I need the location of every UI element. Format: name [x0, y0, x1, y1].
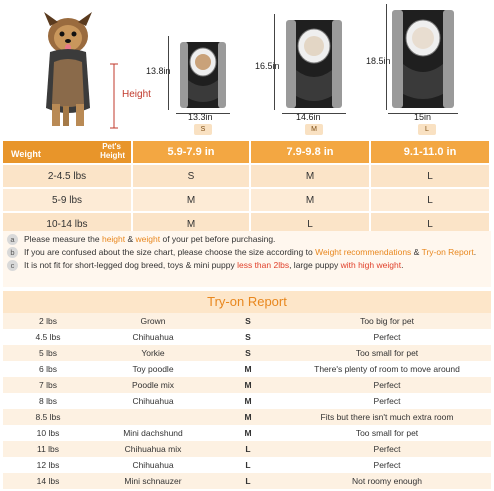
size-chart [3, 141, 491, 237]
size-m-width: 14.6in [296, 112, 321, 122]
report-note: Too small for pet [355, 428, 419, 438]
note-marker: c [7, 260, 18, 271]
size-l-height: 18.5in [366, 56, 391, 66]
size-cell: M [133, 189, 251, 213]
table-row [3, 425, 491, 441]
report-weight: 2 lbs [39, 316, 57, 326]
table-row [3, 189, 491, 213]
table-row [3, 361, 491, 377]
size-chart-header [3, 141, 491, 165]
report-breed: Mini schnauzer [124, 476, 182, 486]
table-row [3, 165, 491, 189]
report-size: M [244, 412, 252, 422]
report-weight: 8 lbs [39, 396, 57, 406]
note-marker: b [7, 247, 18, 258]
report-note: Not roomy enough [352, 476, 422, 486]
report-size: L [245, 476, 251, 486]
sizing-notes [3, 231, 491, 287]
backpack-s-image [176, 36, 230, 110]
report-size: S [245, 332, 251, 342]
table-row [3, 377, 491, 393]
note-a [7, 234, 487, 245]
corner-height-label-2: Height [100, 151, 125, 160]
weight-cell: 10-14 lbs [3, 213, 133, 237]
report-weight: 4.5 lbs [35, 332, 61, 342]
size-l-badge: L [418, 124, 436, 135]
report-breed: Yorkie [141, 348, 165, 358]
note-text: If you are confused about the size chart, please choose the size according to Weight recommendations & Try-on Report. [24, 247, 477, 257]
report-breed: Grown [140, 316, 166, 326]
report-weight: 10 lbs [36, 428, 60, 438]
report-weight: 14 lbs [36, 476, 60, 486]
corner-height-label-1: Pet's [102, 142, 121, 151]
report-size: M [244, 396, 252, 406]
table-row [3, 313, 491, 329]
height-column-header: 5.9-7.9 in [133, 141, 251, 165]
height-column-header: 7.9-9.8 in [251, 141, 371, 165]
report-weight: 8.5 lbs [35, 412, 61, 422]
size-s-width: 13.3in [188, 112, 213, 122]
size-cell: S [133, 165, 251, 189]
note-text: It is not fit for short-legged dog breed, toys & mini puppy less than 2lbs, large puppy with high weight. [24, 260, 404, 270]
note-b [7, 247, 487, 258]
size-l-width: 15in [414, 112, 432, 122]
report-size: M [244, 380, 252, 390]
height-arrow-icon [108, 62, 120, 130]
size-cell: M [133, 213, 251, 237]
report-note: Fits but there isn't much extra room [320, 412, 454, 422]
report-breed: Chihuahua [132, 332, 174, 342]
report-weight: 11 lbs [36, 444, 60, 454]
report-size: L [245, 444, 251, 454]
report-size: L [245, 460, 251, 470]
report-weight: 5 lbs [39, 348, 57, 358]
report-size: M [244, 364, 252, 374]
report-note: Perfect [373, 380, 401, 390]
size-s-badge: S [194, 124, 212, 135]
size-m-badge: M [305, 124, 323, 135]
report-breed: Mini dachshund [123, 428, 183, 438]
size-cell: L [371, 189, 491, 213]
report-note: Perfect [373, 332, 401, 342]
note-text: Please measure the height & weight of your pet before purchasing. [24, 234, 276, 244]
height-label: Height [122, 89, 151, 100]
report-note: There's plenty of room to move around [314, 364, 460, 374]
report-title: Try-on Report [3, 291, 491, 313]
report-note: Too big for pet [360, 316, 414, 326]
table-row [3, 473, 491, 489]
report-note: Perfect [373, 396, 401, 406]
table-row [3, 345, 491, 361]
size-chart-body [3, 165, 491, 237]
size-s-height: 13.8in [146, 66, 171, 76]
size-cell: M [251, 189, 371, 213]
table-row [3, 441, 491, 457]
report-size: M [244, 428, 252, 438]
report-breed: Poodle mix [131, 380, 175, 390]
report-note: Too small for pet [355, 348, 419, 358]
try-on-report-table [3, 313, 491, 489]
report-size: S [245, 348, 251, 358]
report-note: Perfect [373, 460, 401, 470]
report-breed: Toy poodle [132, 364, 174, 374]
report-weight: 6 lbs [39, 364, 57, 374]
report-breed: Chihuahua [132, 460, 174, 470]
backpack-m-image [282, 14, 346, 110]
size-cell: L [371, 165, 491, 189]
report-weight: 12 lbs [36, 460, 60, 470]
size-cell: L [371, 213, 491, 237]
weight-cell: 5-9 lbs [3, 189, 133, 213]
size-chart-corner [3, 141, 133, 165]
weight-cell: 2-4.5 lbs [3, 165, 133, 189]
height-column-header: 9.1-11.0 in [371, 141, 491, 165]
note-c [7, 260, 487, 271]
dog-illustration [32, 8, 104, 130]
table-row [3, 329, 491, 345]
note-marker: a [7, 234, 18, 245]
report-weight: 7 lbs [39, 380, 57, 390]
product-illustration [0, 0, 494, 140]
table-row [3, 457, 491, 473]
report-breed: Chihuahua [132, 396, 174, 406]
report-size: S [245, 316, 251, 326]
table-row [3, 409, 491, 425]
size-cell: L [251, 213, 371, 237]
report-breed: Chihuahua mix [124, 444, 182, 454]
size-m-height: 16.5in [255, 61, 280, 71]
backpack-l-image [388, 4, 458, 110]
corner-weight-label: Weight [11, 149, 41, 159]
report-note: Perfect [373, 444, 401, 454]
size-cell: M [251, 165, 371, 189]
table-row [3, 393, 491, 409]
